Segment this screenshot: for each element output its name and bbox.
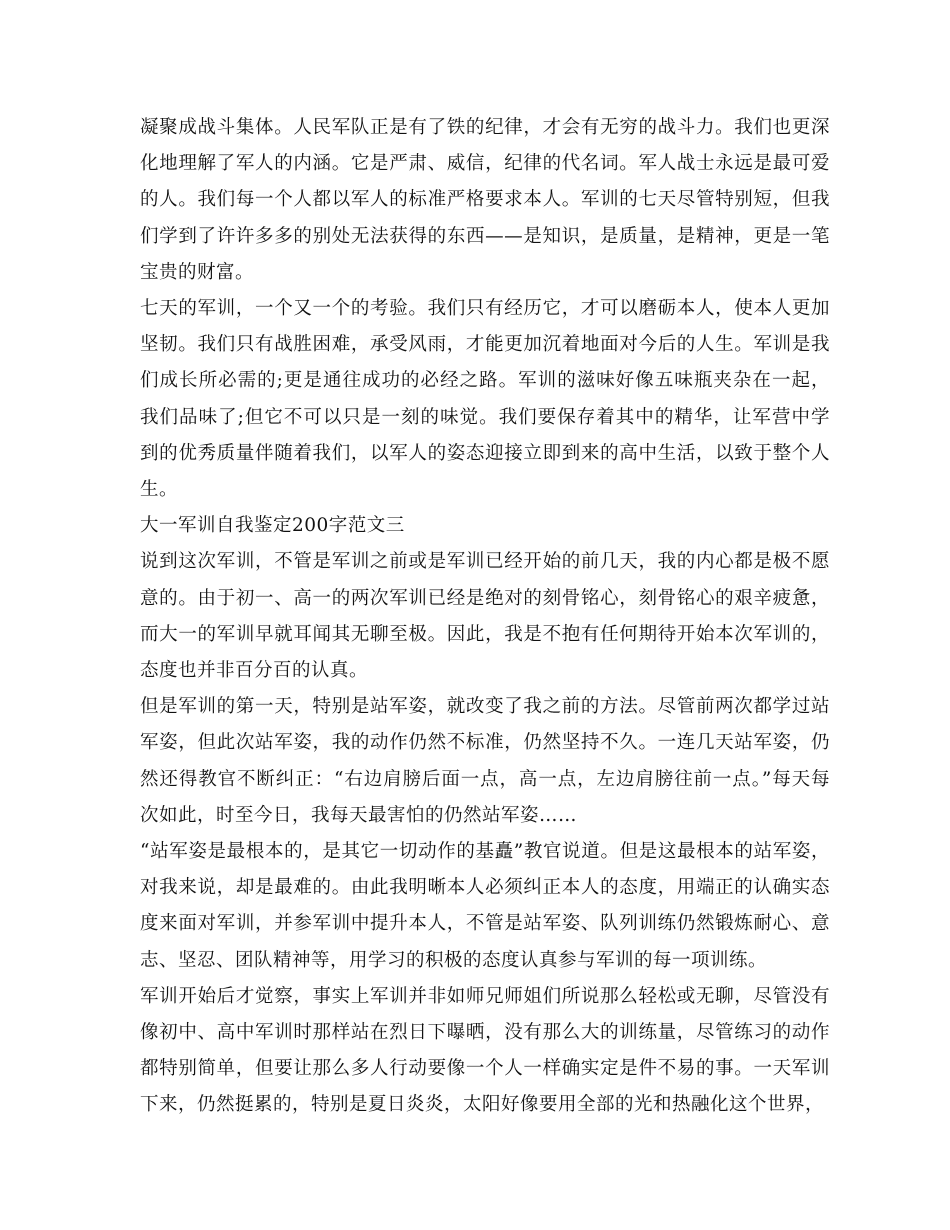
document-body	[140, 110, 830, 1124]
paragraph-2: 七天的军训，一个又一个的考验。我们只有经历它，才可以磨砺本人，使本人更加坚韧。我们只有战胜困难，承受风雨，才能更加沉着地面对今后的人生。军训是我们成长所必需的;更是通往成功的必经之路。军训的滋味好像五味瓶夹杂在一起，我们品味了;但它不可以只是一刻的味觉。我们要保存着其中的精华，让军营中学到的优秀质量伴随着我们，以军人的姿态迎接立即到来的高中生活，以致于整个人生。	[140, 298, 830, 501]
paragraph-1: 凝聚成战斗集体。人民军队正是有了铁的纪律，才会有无穷的战斗力。我们也更深化地理解了军人的内涵。它是严肃、威信，纪律的代名词。军人战士永远是最可爱的人。我们每一个人都以军人的标准严格要求本人。军训的七天尽管特别短，但我们学到了许许多多的别处无法获得的东西——是知识，是质量，是精神，更是一笔宝贵的财富。	[140, 117, 830, 283]
paragraph-3: 说到这次军训，不管是军训之前或是军训已经开始的前几天，我的内心都是极不愿意的。由于初一、高一的两次军训已经是绝对的刻骨铭心，刻骨铭心的艰辛疲惫，而大一的军训早就耳闻其无聊至极。因此，我是不抱有任何期待开始本次军训的，态度也并非百分百的认真。	[140, 551, 830, 682]
paragraph-6: 军训开始后才觉察，事实上军训并非如师兄师姐们所说那么轻松或无聊，尽管没有像初中、高中军训时那样站在烈日下曝晒，没有那么大的训练量，尽管练习的动作都特别简单，但要让那么多人行动要像一个人一样确实定是件不易的事。一天军训下来，仍然挺累的，特别是夏日炎炎，太阳好像要用全部的光和热融化这个世界，	[140, 985, 830, 1116]
section-heading: 大一军训自我鉴定200字范文三	[140, 515, 405, 537]
paragraph-5: “站军姿是最根本的，是其它一切动作的基矗”教官说道。但是这最根本的站军姿，对我来说，却是最难的。由此我明晰本人必须纠正本人的态度，用端正的认确实态度来面对军训，并参军训中提升本人，不管是站军姿、队列训练仍然锻炼耐心、意志、坚忍、团队精神等，用学习的积极的态度认真参与军训的每一项训练。	[140, 841, 830, 971]
paragraph-4: 但是军训的第一天，特别是站军姿，就改变了我之前的方法。尽管前两次都学过站军姿，但此次站军姿，我的动作仍然不标准，仍然坚持不久。一连几天站军姿，仍然还得教官不断纠正：“右边肩膀后面一点，高一点，左边肩膀往前一点。”每天每次如此，时至今日，我每天最害怕的仍然站军姿……	[140, 696, 830, 826]
